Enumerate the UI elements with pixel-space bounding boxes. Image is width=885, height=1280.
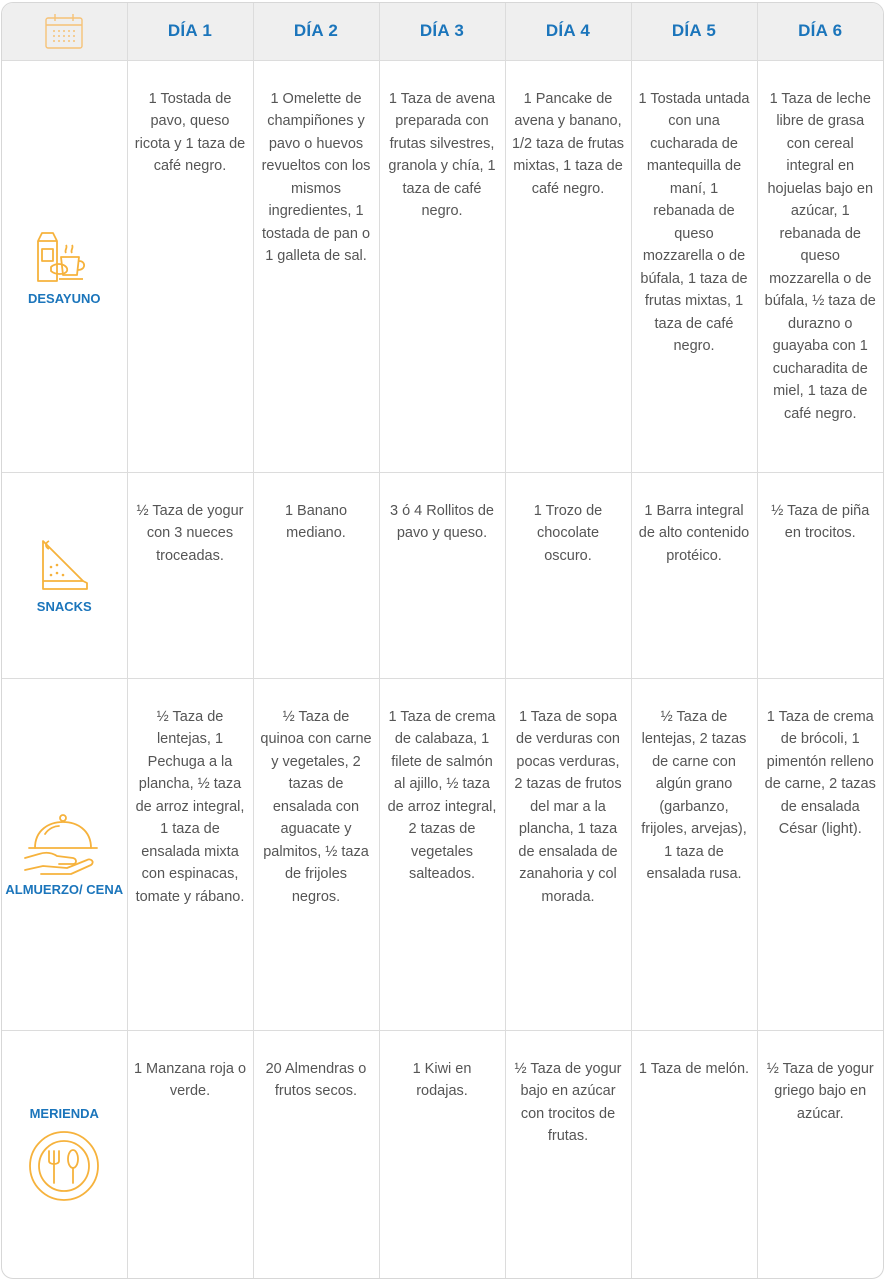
cell-almuerzo-day-6: 1 Taza de crema de brócoli, 1 pimentón relleno de carne, 2 tazas de ensalada César (light). (757, 678, 883, 1030)
header-corner (2, 3, 127, 60)
row-snacks (2, 472, 883, 678)
cell-desayuno-day-6: 1 Taza de leche libre de grasa con cereal integral en hojuelas bajo en azúcar, 1 rebanada de queso mozzarella o de búfala, ½ taza de durazno o guayaba con 1 cucharadita de miel, 1 taza de café negro. (757, 60, 883, 472)
meal-label-snacks: SNACKS (36, 598, 92, 614)
breakfast-icon (2, 227, 127, 285)
cell-merienda-day-4: ½ Taza de yogur bajo en azúcar con trocitos de frutas. (505, 1030, 631, 1278)
meal-cell-desayuno (2, 60, 127, 472)
meal-label-merienda: MERIENDA (29, 1105, 99, 1121)
meal-plan-table-card (1, 2, 884, 1279)
header-row (2, 3, 883, 60)
meal-cell-snacks (2, 472, 127, 678)
meal-label-almuerzo-cena: ALMUERZO/ CENA (5, 881, 124, 897)
cell-almuerzo-day-4: 1 Taza de sopa de verduras con pocas verduras, 2 tazas de frutos del mar a la plancha, 1 taza de ensalada de zanahoria y col morada. (505, 678, 631, 1030)
meal-cell-almuerzo-cena (2, 678, 127, 1030)
cell-merienda-day-2: 20 Almendras o frutos secos. (253, 1030, 379, 1278)
cell-desayuno-day-1: 1 Tostada de pavo, queso ricota y 1 taza de café negro. (127, 60, 253, 472)
cell-snacks-day-4: 1 Trozo de chocolate oscuro. (505, 472, 631, 678)
cell-snacks-day-3: 3 ó 4 Rollitos de pavo y queso. (379, 472, 505, 678)
cloche-icon (2, 812, 127, 876)
calendar-icon (2, 11, 127, 51)
header-day-6: DÍA 6 (757, 3, 883, 60)
cell-almuerzo-day-3: 1 Taza de crema de calabaza, 1 filete de salmón al ajillo, ½ taza de arroz integral, 2 tazas de vegetales salteados. (379, 678, 505, 1030)
meal-plan-table (2, 3, 883, 1278)
cell-desayuno-day-3: 1 Taza de avena preparada con frutas silvestres, granola y chía, 1 taza de café negro. (379, 60, 505, 472)
plate-cutlery-icon (2, 1129, 127, 1203)
header-day-3: DÍA 3 (379, 3, 505, 60)
cell-desayuno-day-5: 1 Tostada untada con una cucharada de mantequilla de maní, 1 rebanada de queso mozzarella o de búfala, 1 taza de frutas mixtas, 1 taza de café negro. (631, 60, 757, 472)
cell-merienda-day-6: ½ Taza de yogur griego bajo en azúcar. (757, 1030, 883, 1278)
row-desayuno (2, 60, 883, 472)
row-almuerzo-cena (2, 678, 883, 1030)
cell-desayuno-day-2: 1 Omelette de champiñones y pavo o huevos revueltos con los mismos ingredientes, 1 tostada de pan o 1 galleta de sal. (253, 60, 379, 472)
cell-desayuno-day-4: 1 Pancake de avena y banano, 1/2 taza de frutas mixtas, 1 taza de café negro. (505, 60, 631, 472)
header-day-2: DÍA 2 (253, 3, 379, 60)
cell-snacks-day-5: 1 Barra integral de alto contenido protéico. (631, 472, 757, 678)
cell-almuerzo-day-2: ½ Taza de quinoa con carne y vegetales, 2 tazas de ensalada con aguacate y palmitos, ½ taza de frijoles negros. (253, 678, 379, 1030)
cell-almuerzo-day-1: ½ Taza de lentejas, 1 Pechuga a la plancha, ½ taza de arroz integral, 1 taza de ensalada mixta con espinacas, tomate y rábano. (127, 678, 253, 1030)
cell-snacks-day-1: ½ Taza de yogur con 3 nueces troceadas. (127, 472, 253, 678)
meal-label-desayuno: DESAYUNO (28, 290, 101, 306)
header-day-1: DÍA 1 (127, 3, 253, 60)
header-day-5: DÍA 5 (631, 3, 757, 60)
header-day-4: DÍA 4 (505, 3, 631, 60)
cell-snacks-day-2: 1 Banano mediano. (253, 472, 379, 678)
cell-merienda-day-3: 1 Kiwi en rodajas. (379, 1030, 505, 1278)
cell-merienda-day-1: 1 Manzana roja o verde. (127, 1030, 253, 1278)
cell-almuerzo-day-5: ½ Taza de lentejas, 2 tazas de carne con algún grano (garbanzo, frijoles, arvejas), 1 taza de ensalada rusa. (631, 678, 757, 1030)
row-merienda (2, 1030, 883, 1278)
cell-snacks-day-6: ½ Taza de piña en trocitos. (757, 472, 883, 678)
meal-cell-merienda (2, 1030, 127, 1278)
sandwich-icon (2, 537, 127, 593)
cell-merienda-day-5: 1 Taza de melón. (631, 1030, 757, 1278)
